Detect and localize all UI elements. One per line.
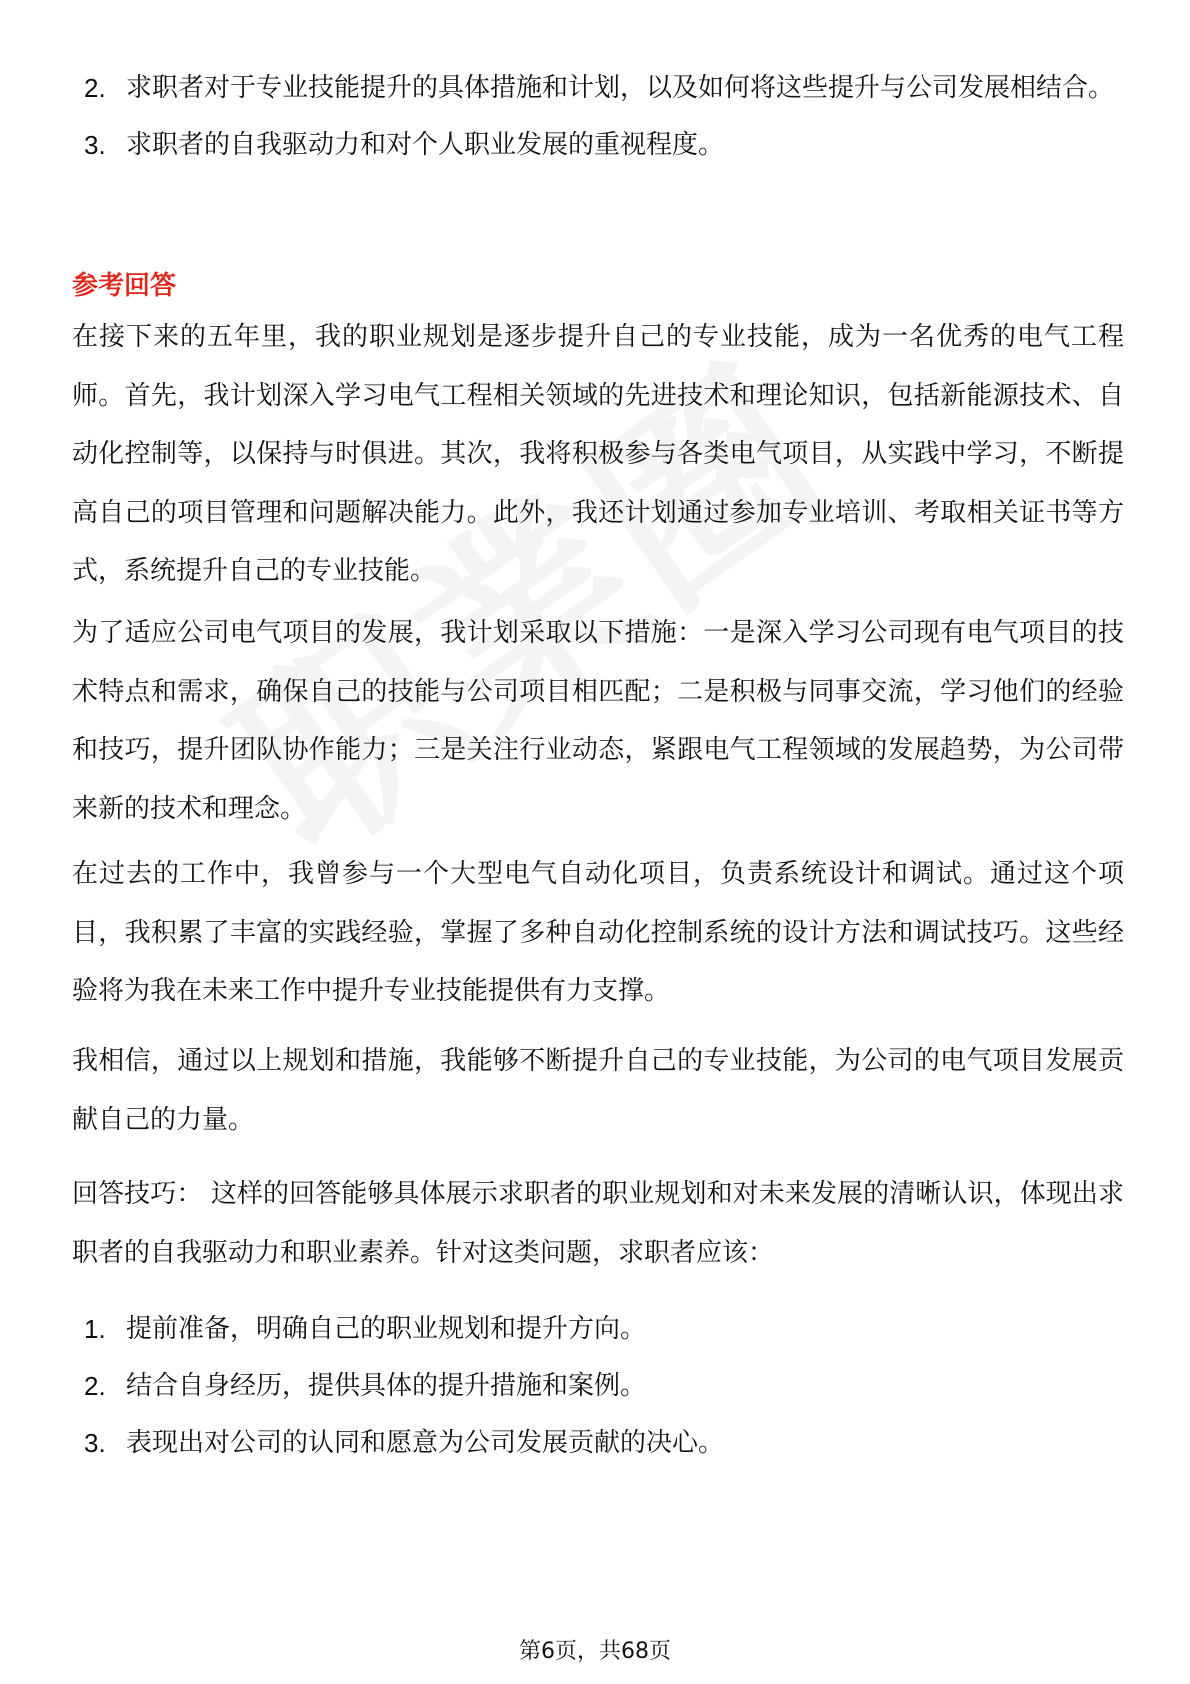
- list-number: 2.: [84, 73, 106, 103]
- answer-paragraph: 在过去的工作中，我曾参与一个大型电气自动化项目，负责系统设计和调试。通过这个项目，我积累了丰富的实践经验，掌握了多种自动化控制系统的设计方法和调试技巧。这些经验将为我在未来工作中提升专业技能提供有力支撑。: [72, 859, 1124, 1006]
- list-item: [72, 1358, 1122, 1415]
- list-number: 3.: [84, 1428, 106, 1458]
- list-item: [72, 1415, 1122, 1472]
- list-item: [72, 60, 1122, 117]
- section-title: 参考回答: [72, 271, 177, 301]
- list-item-text: 结合自身经历，提供具体的提升措施和案例。: [126, 1371, 647, 1401]
- page-number-footer: 第6页，共68页: [519, 1639, 671, 1664]
- list-item-text: 表现出对公司的认同和愿意为公司发展贡献的决心。: [126, 1428, 725, 1458]
- list-item-text: 求职者的自我驱动力和对个人职业发展的重视程度。: [126, 130, 725, 160]
- list-item: [72, 117, 1122, 174]
- tips-list: [72, 1301, 1122, 1472]
- answer-paragraph: 为了适应公司电气项目的发展，我计划采取以下措施：一是深入学习公司现有电气项目的技术特点和需求，确保自己的技能与公司项目相匹配；二是积极与同事交流，学习他们的经验和技巧，提升团队协作能力；三是关注行业动态，紧跟电气工程领域的发展趋势，为公司带来新的技术和理念。: [72, 618, 1124, 824]
- list-number: 2.: [84, 1371, 106, 1401]
- list-number: 1.: [84, 1314, 106, 1344]
- list-number: 3.: [84, 130, 106, 160]
- answer-paragraph: 在接下来的五年里，我的职业规划是逐步提升自己的专业技能，成为一名优秀的电气工程师。首先，我计划深入学习电气工程相关领域的先进技术和理论知识，包括新能源技术、自动化控制等，以保持与时俱进。其次，我将积极参与各类电气项目，从实践中学习，不断提高自己的项目管理和问题解决能力。此外，我还计划通过参加专业培训、考取相关证书等方式，系统提升自己的专业技能。: [72, 322, 1124, 586]
- list-item-text: 提前准备，明确自己的职业规划和提升方向。: [126, 1314, 647, 1344]
- answer-tips-paragraph: 回答技巧： 这样的回答能够具体展示求职者的职业规划和对未来发展的清晰认识，体现出求职者的自我驱动力和职业素养。针对这类问题，求职者应该：: [72, 1179, 1124, 1268]
- question-focus-list: [72, 60, 1122, 174]
- list-item-text: 求职者对于专业技能提升的具体措施和计划，以及如何将这些提升与公司发展相结合。: [126, 73, 1115, 103]
- list-item: [72, 1301, 1122, 1358]
- answer-paragraph: 我相信，通过以上规划和措施，我能够不断提升自己的专业技能，为公司的电气项目发展贡献自己的力量。: [72, 1046, 1124, 1135]
